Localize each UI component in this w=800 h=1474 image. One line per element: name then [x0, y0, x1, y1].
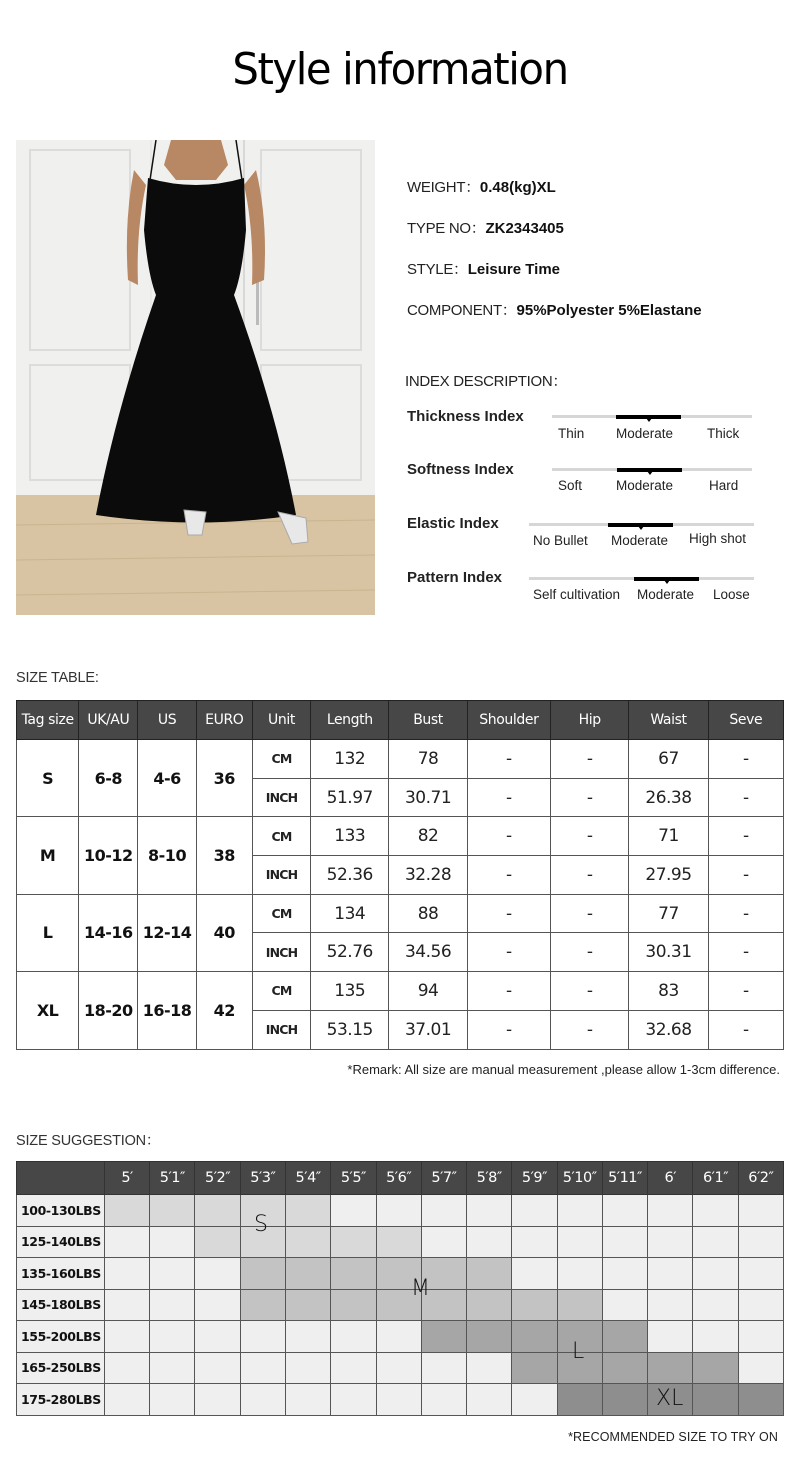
- weight-row: [17, 1195, 784, 1227]
- measurement-cell: -: [708, 740, 783, 779]
- euro-cell: 36: [196, 740, 252, 817]
- us-cell: 4-6: [138, 740, 196, 817]
- spec-component: COMPONENT：95%Polyester 5%Elastane: [407, 302, 702, 319]
- grid-cell: [104, 1352, 149, 1384]
- col-header: UK/AU: [79, 701, 138, 740]
- measurement-cell: -: [708, 1010, 783, 1049]
- grid-cell: [738, 1289, 783, 1321]
- grid-cell: [602, 1384, 647, 1416]
- measurement-cell: 51.97: [311, 778, 389, 817]
- measurement-cell: -: [467, 740, 550, 779]
- grid-cell: [150, 1258, 195, 1290]
- grid-cell: [738, 1195, 783, 1227]
- grid-cell: [376, 1258, 421, 1290]
- grid-cell: [150, 1321, 195, 1353]
- uk-au-cell: 18-20: [79, 972, 138, 1049]
- grid-cell: [512, 1195, 557, 1227]
- grid-cell: [602, 1289, 647, 1321]
- grid-cell: [104, 1258, 149, 1290]
- height-header: 6′2″: [738, 1162, 783, 1195]
- height-header: 5′7″: [421, 1162, 466, 1195]
- grid-cell: [738, 1321, 783, 1353]
- measurement-cell: 32.28: [389, 856, 467, 895]
- height-header: 5′3″: [240, 1162, 285, 1195]
- grid-cell: [331, 1289, 376, 1321]
- grid-cell: [467, 1258, 512, 1290]
- measurement-cell: 26.38: [629, 778, 708, 817]
- col-header: Length: [311, 701, 389, 740]
- measurement-cell: 52.36: [311, 856, 389, 895]
- weight-row: [17, 1226, 784, 1258]
- size-zone-label: XL: [656, 1386, 684, 1411]
- grid-cell: [648, 1321, 693, 1353]
- measurement-cell: -: [551, 740, 629, 779]
- measurement-cell: -: [467, 972, 550, 1011]
- grid-cell: [286, 1321, 331, 1353]
- grid-cell: [286, 1195, 331, 1227]
- grid-cell: [240, 1352, 285, 1384]
- size-row-cm: [17, 740, 784, 779]
- spec-list: [407, 176, 787, 340]
- measurement-cell: 135: [311, 972, 389, 1011]
- grid-cell: [150, 1352, 195, 1384]
- measurement-cell: -: [708, 778, 783, 817]
- unit-cell: INCH: [252, 856, 310, 895]
- grid-cell: [602, 1258, 647, 1290]
- measurement-cell: -: [467, 856, 550, 895]
- col-header: Seve: [708, 701, 783, 740]
- height-header: 5′1″: [150, 1162, 195, 1195]
- height-header: 6′1″: [693, 1162, 738, 1195]
- grid-cell: [693, 1384, 738, 1416]
- grid-cell: [467, 1384, 512, 1416]
- col-header: Bust: [389, 701, 467, 740]
- measurement-cell: 52.76: [311, 933, 389, 972]
- grid-cell: [693, 1352, 738, 1384]
- measurement-cell: 30.31: [629, 933, 708, 972]
- grid-cell: [421, 1289, 466, 1321]
- grid-cell: [421, 1352, 466, 1384]
- tag-size-cell: S: [17, 740, 79, 817]
- grid-cell: [104, 1289, 149, 1321]
- grid-cell: [286, 1289, 331, 1321]
- grid-cell: [240, 1289, 285, 1321]
- grid-cell: [195, 1258, 240, 1290]
- height-header: 6′: [648, 1162, 693, 1195]
- recommend-footnote: *RECOMMENDED SIZE TO TRY ON: [568, 1430, 778, 1444]
- measurement-cell: -: [708, 856, 783, 895]
- measurement-cell: 134: [311, 894, 389, 933]
- product-photo: [16, 140, 375, 615]
- grid-cell: [240, 1321, 285, 1353]
- index-description-title: INDEX DESCRIPTION：: [405, 373, 568, 390]
- height-header: 5′2″: [195, 1162, 240, 1195]
- size-suggestion-label: SIZE SUGGESTION：: [16, 1133, 161, 1149]
- measurement-cell: 67: [629, 740, 708, 779]
- grid-cell: [467, 1195, 512, 1227]
- measurement-cell: 27.95: [629, 856, 708, 895]
- col-header: US: [138, 701, 196, 740]
- measurement-cell: -: [467, 933, 550, 972]
- grid-cell: [104, 1384, 149, 1416]
- euro-cell: 42: [196, 972, 252, 1049]
- grid-cell: [195, 1384, 240, 1416]
- grid-cell: [557, 1321, 602, 1353]
- euro-cell: 40: [196, 894, 252, 971]
- grid-cell: [331, 1321, 376, 1353]
- height-header: 5′4″: [286, 1162, 331, 1195]
- grid-cell: [150, 1384, 195, 1416]
- size-row-cm: [17, 972, 784, 1011]
- height-header-row: [17, 1162, 784, 1195]
- softness-track: [552, 468, 752, 471]
- grid-cell: [150, 1195, 195, 1227]
- measurement-cell: 32.68: [629, 1010, 708, 1049]
- corner-header: [17, 1162, 105, 1195]
- measurement-cell: -: [551, 972, 629, 1011]
- measurement-cell: 34.56: [389, 933, 467, 972]
- measurement-cell: 82: [389, 817, 467, 856]
- grid-cell: [467, 1352, 512, 1384]
- grid-cell: [738, 1258, 783, 1290]
- softness-marker: [617, 468, 682, 472]
- thickness-track: [552, 415, 752, 418]
- unit-cell: CM: [252, 740, 310, 779]
- measurement-cell: 94: [389, 972, 467, 1011]
- weight-row: [17, 1352, 784, 1384]
- grid-cell: [104, 1321, 149, 1353]
- grid-cell: [512, 1384, 557, 1416]
- size-table-label: SIZE TABLE:: [16, 670, 99, 686]
- pattern-index: Pattern Index Self cultivation Moderate Loose: [407, 569, 787, 619]
- grid-cell: [602, 1226, 647, 1258]
- grid-cell: [738, 1384, 783, 1416]
- grid-cell: [376, 1289, 421, 1321]
- size-table: [16, 700, 784, 1050]
- pattern-track: [529, 577, 754, 580]
- grid-cell: [376, 1352, 421, 1384]
- grid-cell: [467, 1226, 512, 1258]
- measurement-cell: -: [708, 933, 783, 972]
- measurement-cell: 71: [629, 817, 708, 856]
- grid-cell: [693, 1226, 738, 1258]
- grid-cell: [693, 1195, 738, 1227]
- spec-type-no: TYPE NO：ZK2343405: [407, 220, 564, 237]
- grid-cell: [557, 1384, 602, 1416]
- pattern-marker: [634, 577, 699, 581]
- measurement-cell: -: [708, 817, 783, 856]
- grid-cell: [331, 1226, 376, 1258]
- uk-au-cell: 14-16: [79, 894, 138, 971]
- thickness-marker: [616, 415, 681, 419]
- col-header: Hip: [551, 701, 629, 740]
- us-cell: 8-10: [138, 817, 196, 894]
- grid-cell: [648, 1226, 693, 1258]
- weight-row: [17, 1384, 784, 1416]
- grid-cell: [240, 1195, 285, 1227]
- grid-cell: [693, 1258, 738, 1290]
- grid-cell: [512, 1289, 557, 1321]
- grid-cell: [557, 1289, 602, 1321]
- measurement-remark: *Remark: All size are manual measurement ,please allow 1-3cm difference.: [347, 1062, 780, 1077]
- measurement-cell: -: [551, 856, 629, 895]
- grid-cell: [738, 1352, 783, 1384]
- unit-cell: CM: [252, 817, 310, 856]
- weight-label: 165-250LBS: [17, 1352, 105, 1384]
- grid-cell: [331, 1258, 376, 1290]
- height-header: 5′5″: [331, 1162, 376, 1195]
- measurement-cell: -: [708, 894, 783, 933]
- measurement-cell: 37.01: [389, 1010, 467, 1049]
- measurement-cell: 53.15: [311, 1010, 389, 1049]
- euro-cell: 38: [196, 817, 252, 894]
- uk-au-cell: 10-12: [79, 817, 138, 894]
- grid-cell: [693, 1321, 738, 1353]
- grid-cell: [150, 1289, 195, 1321]
- thickness-index: Thickness Index Thin Moderate Thick: [407, 408, 787, 458]
- unit-cell: INCH: [252, 778, 310, 817]
- tag-size-cell: M: [17, 817, 79, 894]
- grid-cell: [648, 1384, 693, 1416]
- height-header: 5′8″: [467, 1162, 512, 1195]
- measurement-cell: -: [467, 817, 550, 856]
- measurement-cell: -: [551, 933, 629, 972]
- grid-cell: [104, 1226, 149, 1258]
- weight-label: 125-140LBS: [17, 1226, 105, 1258]
- size-row-cm: [17, 817, 784, 856]
- col-header: EURO: [196, 701, 252, 740]
- size-zone-label: S: [254, 1212, 268, 1237]
- grid-cell: [512, 1352, 557, 1384]
- grid-cell: [104, 1195, 149, 1227]
- grid-cell: [240, 1258, 285, 1290]
- measurement-cell: -: [708, 972, 783, 1011]
- measurement-cell: 78: [389, 740, 467, 779]
- weight-label: 135-160LBS: [17, 1258, 105, 1290]
- measurement-cell: 88: [389, 894, 467, 933]
- size-suggestion-grid: [16, 1161, 784, 1416]
- spec-style: STYLE：Leisure Time: [407, 261, 560, 278]
- uk-au-cell: 6-8: [79, 740, 138, 817]
- tag-size-cell: L: [17, 894, 79, 971]
- height-header: 5′6″: [376, 1162, 421, 1195]
- grid-cell: [512, 1226, 557, 1258]
- measurement-cell: 83: [629, 972, 708, 1011]
- grid-cell: [376, 1384, 421, 1416]
- grid-cell: [602, 1321, 647, 1353]
- grid-cell: [331, 1352, 376, 1384]
- grid-cell: [648, 1352, 693, 1384]
- grid-cell: [376, 1321, 421, 1353]
- measurement-cell: 133: [311, 817, 389, 856]
- size-zone-label: M: [411, 1276, 430, 1301]
- grid-cell: [240, 1226, 285, 1258]
- us-cell: 12-14: [138, 894, 196, 971]
- grid-cell: [331, 1384, 376, 1416]
- elastic-track: [529, 523, 754, 526]
- grid-cell: [195, 1321, 240, 1353]
- us-cell: 16-18: [138, 972, 196, 1049]
- spec-weight: WEIGHT：0.48(kg)XL: [407, 179, 556, 196]
- grid-cell: [421, 1226, 466, 1258]
- weight-row: [17, 1289, 784, 1321]
- grid-cell: [557, 1352, 602, 1384]
- grid-cell: [738, 1226, 783, 1258]
- elastic-marker: [608, 523, 673, 527]
- grid-cell: [557, 1195, 602, 1227]
- col-header: Unit: [252, 701, 310, 740]
- grid-cell: [195, 1289, 240, 1321]
- unit-cell: CM: [252, 972, 310, 1011]
- grid-cell: [286, 1226, 331, 1258]
- height-header: 5′11″: [602, 1162, 647, 1195]
- grid-cell: [195, 1352, 240, 1384]
- grid-cell: [421, 1321, 466, 1353]
- measurement-cell: -: [467, 1010, 550, 1049]
- grid-cell: [195, 1195, 240, 1227]
- measurement-cell: 77: [629, 894, 708, 933]
- measurement-cell: 30.71: [389, 778, 467, 817]
- weight-row: [17, 1258, 784, 1290]
- unit-cell: CM: [252, 894, 310, 933]
- grid-cell: [286, 1352, 331, 1384]
- size-row-cm: [17, 894, 784, 933]
- grid-cell: [557, 1258, 602, 1290]
- unit-cell: INCH: [252, 1010, 310, 1049]
- measurement-cell: -: [551, 1010, 629, 1049]
- size-zone-label: L: [572, 1339, 585, 1364]
- page-title: Style information: [232, 44, 568, 95]
- grid-cell: [467, 1321, 512, 1353]
- grid-cell: [421, 1258, 466, 1290]
- weight-label: 145-180LBS: [17, 1289, 105, 1321]
- unit-cell: INCH: [252, 933, 310, 972]
- grid-cell: [602, 1195, 647, 1227]
- grid-cell: [376, 1195, 421, 1227]
- grid-cell: [467, 1289, 512, 1321]
- grid-cell: [240, 1384, 285, 1416]
- grid-cell: [648, 1258, 693, 1290]
- size-table-header: [17, 701, 784, 740]
- weight-label: 100-130LBS: [17, 1195, 105, 1227]
- measurement-cell: -: [551, 817, 629, 856]
- measurement-cell: -: [467, 894, 550, 933]
- grid-cell: [286, 1384, 331, 1416]
- dress-illustration: [16, 140, 375, 615]
- grid-cell: [421, 1195, 466, 1227]
- measurement-cell: 132: [311, 740, 389, 779]
- measurement-cell: -: [551, 894, 629, 933]
- grid-cell: [693, 1289, 738, 1321]
- height-header: 5′9″: [512, 1162, 557, 1195]
- measurement-cell: -: [551, 778, 629, 817]
- grid-cell: [602, 1352, 647, 1384]
- col-header: Waist: [629, 701, 708, 740]
- weight-label: 155-200LBS: [17, 1321, 105, 1353]
- grid-cell: [331, 1195, 376, 1227]
- grid-cell: [421, 1384, 466, 1416]
- col-header: Tag size: [17, 701, 79, 740]
- measurement-cell: -: [467, 778, 550, 817]
- weight-row: [17, 1321, 784, 1353]
- grid-cell: [150, 1226, 195, 1258]
- grid-cell: [512, 1258, 557, 1290]
- col-header: Shoulder: [467, 701, 550, 740]
- tag-size-cell: XL: [17, 972, 79, 1049]
- height-header: 5′: [104, 1162, 149, 1195]
- grid-cell: [512, 1321, 557, 1353]
- grid-cell: [648, 1289, 693, 1321]
- softness-index: Softness Index Soft Moderate Hard: [407, 461, 787, 511]
- grid-cell: [648, 1195, 693, 1227]
- grid-cell: [376, 1226, 421, 1258]
- weight-label: 175-280LBS: [17, 1384, 105, 1416]
- grid-cell: [286, 1258, 331, 1290]
- elastic-index: Elastic Index No Bullet Moderate High shot: [407, 515, 787, 565]
- grid-cell: [195, 1226, 240, 1258]
- height-header: 5′10″: [557, 1162, 602, 1195]
- grid-cell: [557, 1226, 602, 1258]
